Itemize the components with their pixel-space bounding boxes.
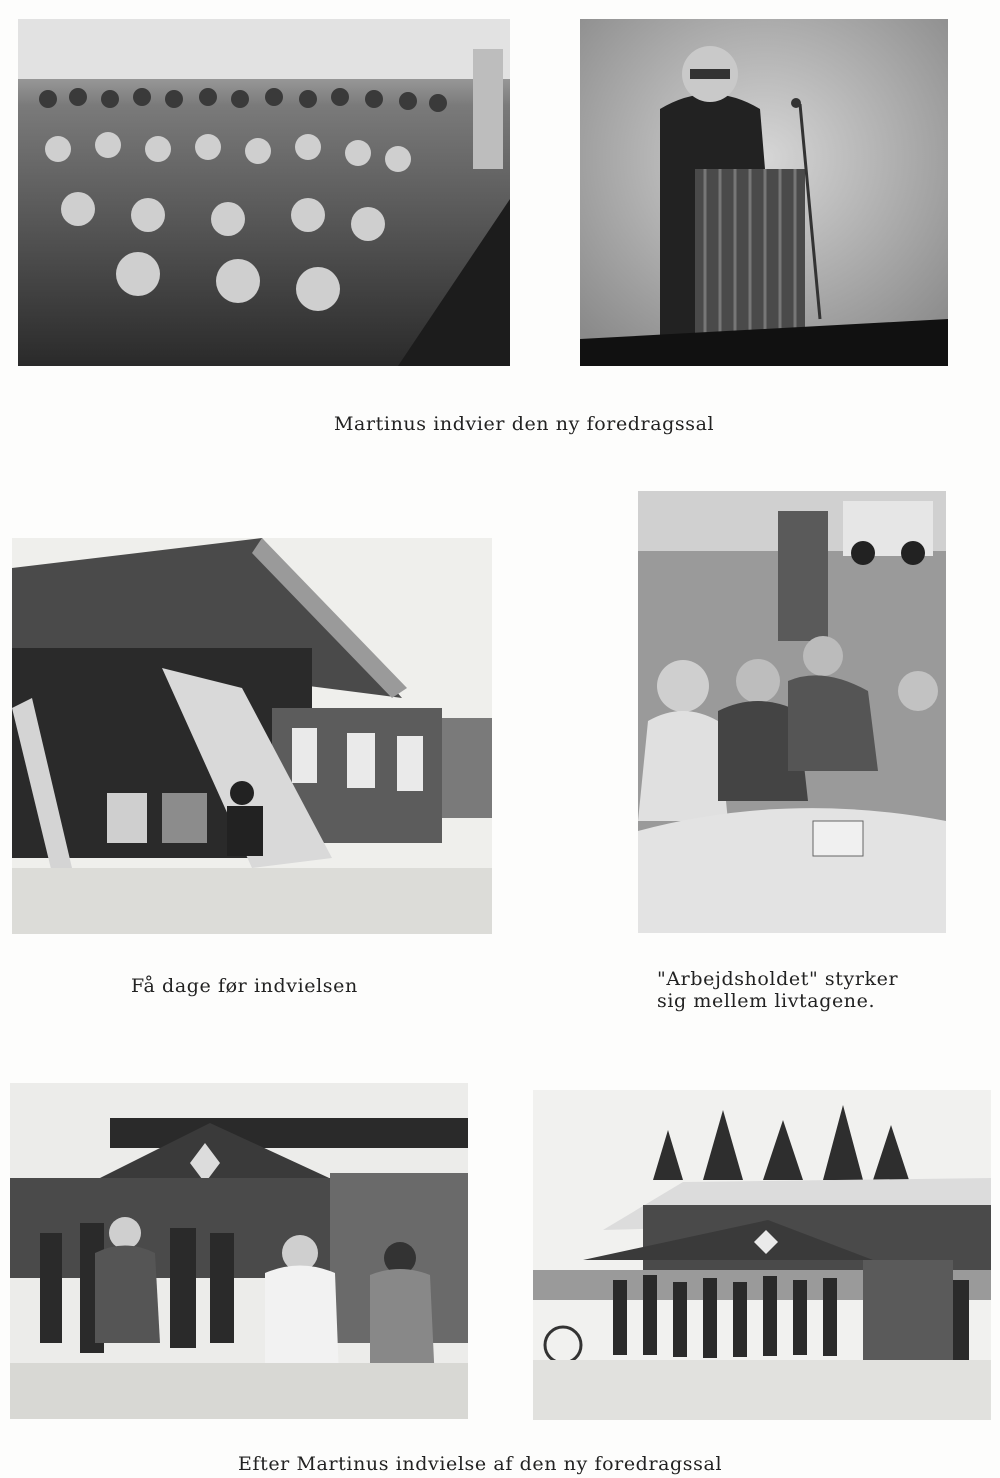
hall-exterior-photo	[533, 1090, 991, 1420]
building-construction-photo	[12, 538, 492, 934]
work-crew-photo	[638, 491, 946, 933]
audience-photo	[18, 19, 510, 366]
crowd-close-photo	[10, 1083, 468, 1419]
caption-work-crew	[657, 968, 898, 1012]
speaker-photo	[580, 19, 948, 366]
caption-work-crew-line1: "Arbejdsholdet" styrker	[657, 968, 899, 990]
caption-dedication: Martinus indvier den ny foredragssal	[334, 413, 715, 435]
caption-work-crew-line2: sig mellem livtagene.	[657, 990, 876, 1012]
caption-days-before: Få dage før indvielsen	[131, 975, 358, 997]
caption-after-dedication: Efter Martinus indvielse af den ny foredragssal	[238, 1453, 723, 1475]
